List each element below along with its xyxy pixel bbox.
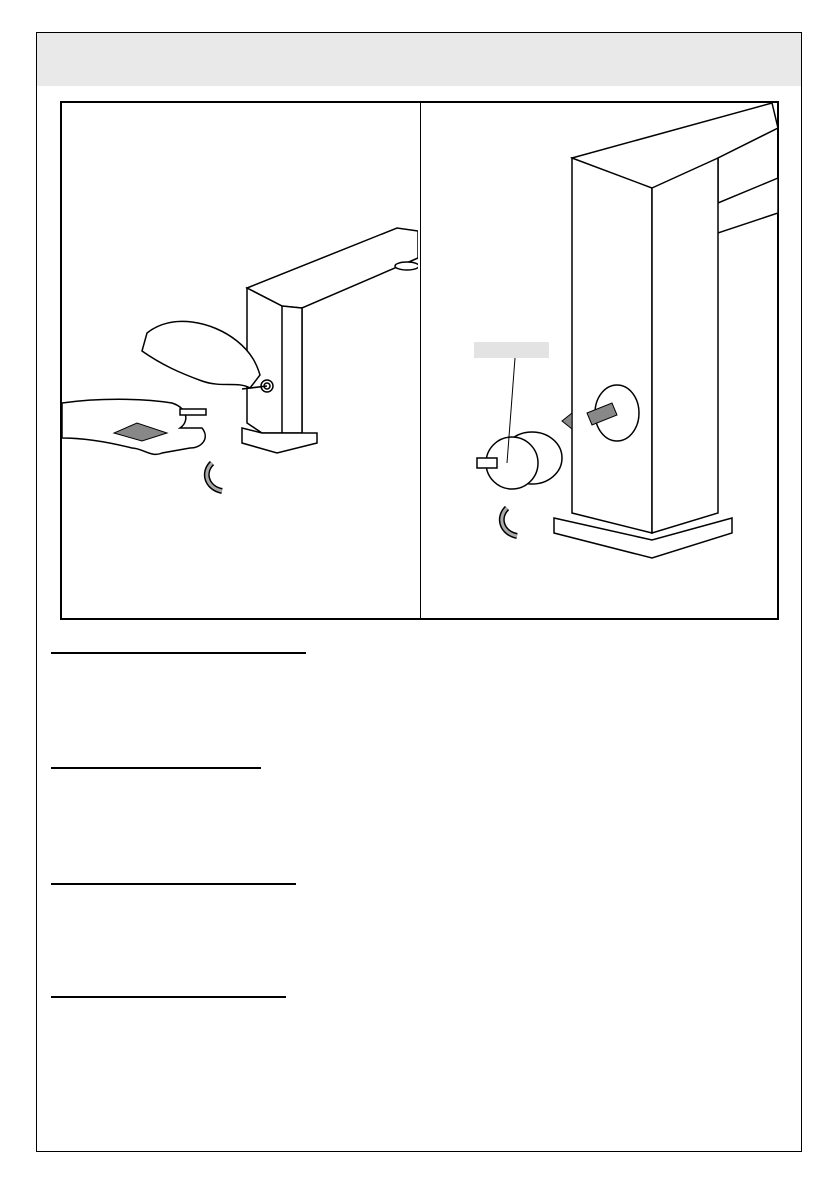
panel-divider [420,103,421,618]
page-frame [36,32,802,1152]
callout-label [474,342,549,358]
remove-lever-handle-illustration-icon [62,103,418,618]
section-heading-3 [51,883,296,885]
header-band [37,33,801,86]
instruction-figure [60,101,779,620]
section-heading-4 [51,996,286,998]
section-heading-1 [51,652,306,654]
section-heading-2 [51,767,261,769]
extract-cartridge-illustration-icon [422,103,778,618]
